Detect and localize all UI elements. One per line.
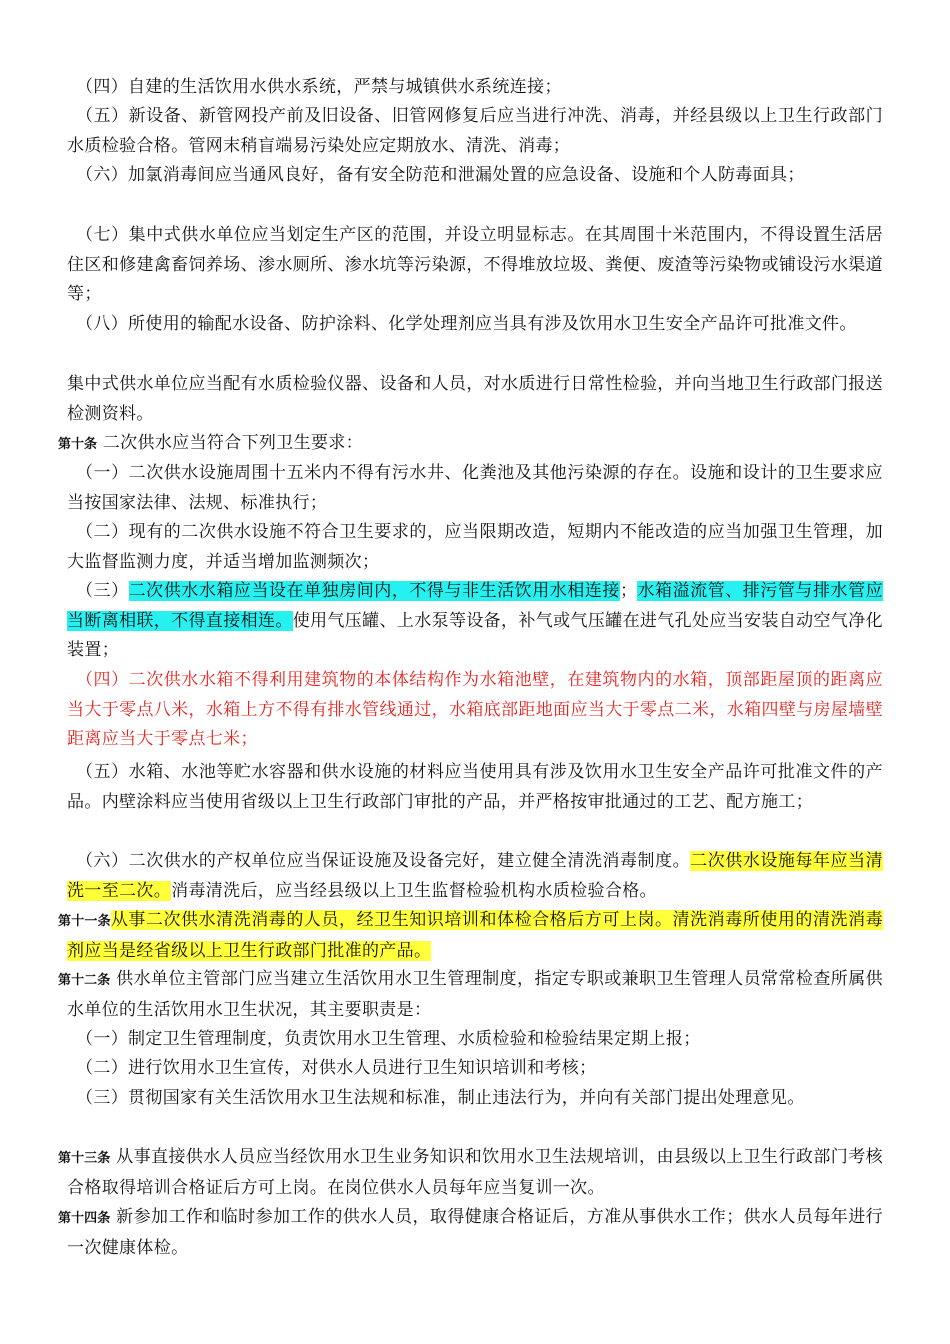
highlighted-text: 二次供水设施每年应当清洗一至二次。 [67,851,883,901]
paragraph-item-5-materials [67,758,883,817]
article-number: 第十条 [58,437,98,452]
article-10-heading [58,429,883,460]
text-run: （一）制定卫生管理制度，负责饮用水卫生管理、水质检验和检验结果定期上报； [76,1029,701,1049]
text-run: 从事直接供水人员应当经饮用水卫生业务知识和饮用水卫生法规培训，由县级以上卫生行政部门考核合格取得培训合格证后方可上岗。在岗位供水人员每年应当复训一次。 [67,1147,883,1198]
paragraph-item-8 [67,310,883,340]
text-run: （五）新设备、新管网投产前及旧设备、旧管网修复后应当进行冲洗、消毒，并经县级以上卫生行政部门水质检验合格。管网末稍盲端易污染处应定期放水、清洗、消毒； [67,106,883,156]
paragraph-duty-3 [67,1084,883,1114]
paragraph-collective-supply [67,370,883,429]
highlighted-text: 从事二次供水清洗消毒的人员，经卫生知识培训和体检合格后方可上岗。清洗消毒所使用的清洗消毒剂应当是经省级以上卫生行政部门批准的产品。 [67,910,883,961]
text-run: （二）进行饮用水卫生宣传，对供水人员进行卫生知识培训和考核； [76,1058,597,1078]
paragraph-item-6-owner [67,847,883,906]
article-number: 第十一条 [58,914,111,929]
article-number: 第十三条 [58,1151,111,1166]
paragraph-duty-2 [67,1054,883,1084]
text-run: （三） [76,581,129,601]
article-12 [58,965,883,1025]
text-run: （七）集中式供水单位应当划定生产区的范围，并设立明显标志。在其周围十米范围内，不得设置生活居住区和修建禽畜饲养场、渗水厕所、渗水坑等污染源，不得堆放垃圾、粪便、废渣等污染物或铺设污水渠道等； [67,225,883,304]
paragraph-item-6 [67,161,883,191]
article-number: 第十四条 [58,1211,111,1226]
text-run: 新参加工作和临时参加工作的供水人员，取得健康合格证后，方准从事供水工作；供水人员每年进行一次健康体检。 [67,1207,883,1258]
text-run: （一）二次供水设施周围十五米内不得有污水井、化粪池及其他污染源的存在。设施和设计的卫生要求应当按国家法律、法规、标准执行； [67,463,883,513]
text-run: （六）二次供水的产权单位应当保证设施及设备完好，建立健全清洗消毒制度。 [76,851,691,871]
text-run: （五）水箱、水池等贮水容器和供水设施的材料应当使用具有涉及饮用水卫生安全产品许可批准文件的产品。内壁涂料应当使用省级以上卫生行政部门审批的产品，并严格按审批通过的工艺、配方施工； [67,762,883,812]
article-13 [58,1143,883,1203]
text-run: （八）所使用的输配水设备、防护涂料、化学处理剂应当具有涉及饮用水卫生安全产品许可批准文件。 [76,314,857,334]
text-run: （三）贯彻国家有关生活饮用水卫生法规和标准，制止违法行为，并向有关部门提出处理意见。 [76,1088,805,1108]
text-run: （二）现有的二次供水设施不符合卫生要求的，应当限期改造，短期内不能改造的应当加强卫生管理，加大监督监测力度，并适当增加监测频次； [67,522,883,572]
highlighted-text: 水箱溢流管、排污管与排水管应当断离相联，不得直接相连。 [67,581,883,631]
red-text: （四）二次供水水箱不得利用建筑物的本体结构作为水箱池壁，在建筑物内的水箱，顶部距屋顶的距离应当大于零点八米，水箱上方不得有排水管线通过，水箱底部距地面应当大于零点二米，水箱四壁与房屋墙壁距离应当大于零点七米； [67,670,883,749]
article-14 [58,1203,883,1263]
text-run: （四）自建的生活饮用水供水系统，严禁与城镇供水系统连接； [76,77,562,97]
article-11 [58,906,883,966]
paragraph-item-4-red [67,666,883,755]
paragraph-duty-1 [67,1025,883,1055]
paragraph-item-4 [67,73,883,103]
text-run: 集中式供水单位应当配有水质检验仪器、设备和人员，对水质进行日常性检验，并向当地卫生行政部门报送检测资料。 [67,374,883,424]
text-run: 使用气压罐、上水泵等设备，补气或气压罐在进气孔处应当安装自动空气净化装置； [67,610,883,660]
text-run: 二次供水应当符合下列卫生要求： [97,433,364,453]
paragraph-item-7 [67,221,883,310]
paragraph-item-3 [67,577,883,666]
text-run: ； [619,581,638,601]
text-run: 消毒清洗后，应当经县级以上卫生监督检验机构水质检验合格。 [171,880,657,901]
text-run: 供水单位主管部门应当建立生活饮用水卫生管理制度，指定专职或兼职卫生管理人员常常检查所属供水单位的生活饮用水卫生状况，其主要职责是： [67,969,883,1020]
text-run: （六）加氯消毒间应当通风良好，备有安全防范和泄漏处置的应急设备、设施和个人防毒面具； [76,165,805,185]
paragraph-item-2 [67,518,883,577]
paragraph-item-5 [67,102,883,161]
paragraph-item-1 [67,459,883,518]
article-number: 第十二条 [58,973,111,988]
highlighted-text: 二次供水水箱应当设在单独房间内，不得与非生活饮用水相连接 [128,581,620,601]
